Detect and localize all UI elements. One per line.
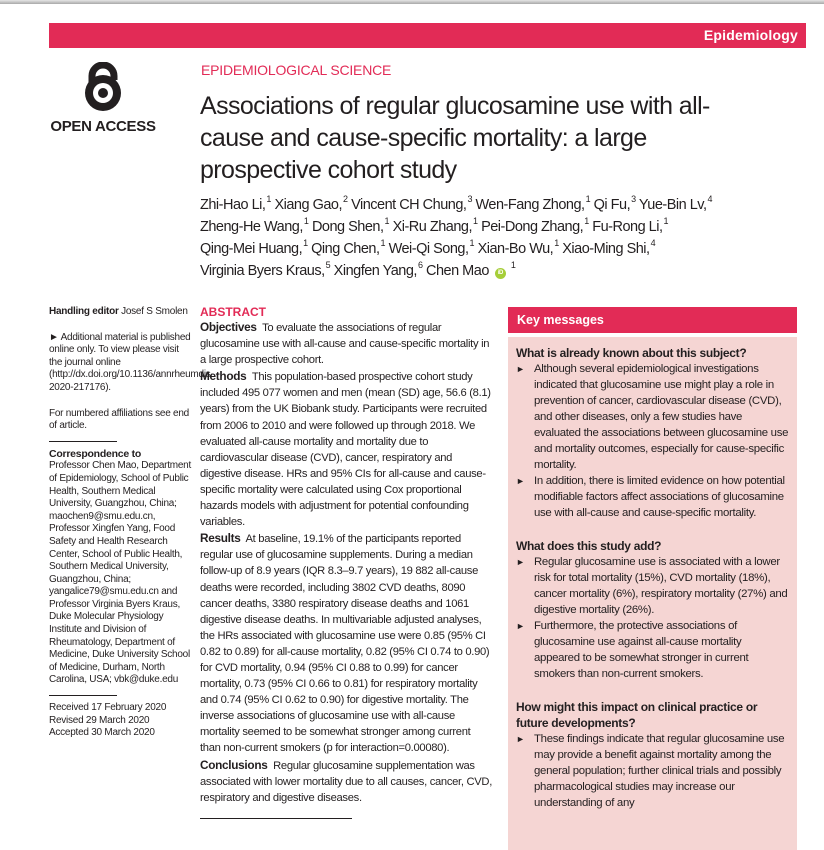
author-link[interactable]: Xingfen Yang,$^6$	[333, 260, 423, 279]
abstract-methods: Methods This population-based prospective cohort study included 495 077 women and men (mean (SD) age, 56.6 (8.1) years) from the UK Biobank study. Participants were recruited from 2006 to 2010 and were followed up through 2018. We evaluated all-cause mortality and mortality due to cardiovascular disease (CVD), cancer, respiratory and digestive disease. HRs and 95% CIs for all-cause and cause-specific mortality were calculated using Cox proportional hazards models with adjustment for potential confounding variables.	[200, 369, 491, 529]
author-line	[200, 260, 800, 282]
article-title	[200, 90, 770, 186]
bullet-arrow-icon: ►	[516, 734, 525, 744]
author-link[interactable]: Vincent CH Chung,$^3$	[351, 194, 472, 213]
correspondence-heading: Correspondence to	[49, 447, 142, 460]
author-list	[200, 194, 800, 282]
key-message-item: ► Although several epidemiological investigations indicated that glucosamine use might play a role in prevention of cancer, cardiovascular disease (CVD), and other diseases, only a few studies have evaluated the associations between glucosamine use and mortality outcomes, especially for cause-specific mortality.	[516, 363, 789, 471]
key-message-item: ► In addition, there is limited evidence on how potential modifiable factors affect associations of glucosamine use with all-cause and cause-specific mortality.	[516, 475, 785, 519]
open-access-lock-icon	[80, 62, 126, 112]
author-link[interactable]: Yue-Bin Lv,$^4$	[638, 194, 713, 213]
author-link[interactable]: Xiao-Ming Shi,$^4$	[562, 238, 656, 257]
correspondence-text: Professor Chen Mao, Department of Epidemiology, School of Public Health, Southern Medical University, Guangzhou, China; maochen9@smu.edu.cn, Professor Xingfen Yang, Food Safety and Health Research Center, School of Public Health, Southern Medical University, Guangzhou, China; yangalice79@smu.edu.cn and Professor Virginia Byers Kraus, Duke Molecular Physiology Institute and Division of Rheumatology, Department of Medicine, Duke University School of Medicine, Durham, North Carolina, USA; vbk@duke.edu	[49, 460, 192, 686]
revised-date: Revised 29 March 2020	[49, 714, 150, 726]
top-divider	[0, 0, 824, 4]
abstract	[200, 305, 492, 819]
key-message-item: ► Furthermore, the protective associations of glucosamine use against all-cause mortality appeared to be somewhat stronger in current smokers than non-current smokers.	[516, 620, 749, 680]
sidebar-divider	[49, 695, 117, 696]
author-link[interactable]: Chen Mao	[425, 263, 489, 279]
sidebar-divider	[49, 441, 117, 442]
additional-material-note[interactable]: ► Additional material is published online only. To view please visit the journal online (http://dx.doi.org/10.1136/annrheumdis-2020-217176).	[49, 331, 214, 393]
key-messages-section	[516, 538, 789, 682]
key-message-item: ► These findings indicate that regular glucosamine use may provide a benefit against mortality among the general population; further clinical trials and possibly pharmacological studies may increase our understanding of any	[516, 733, 785, 809]
orcid-icon[interactable]: iD	[495, 268, 506, 279]
key-messages-heading: Key messages	[508, 307, 797, 333]
key-messages-section	[516, 345, 789, 521]
author-affiliation: 1	[510, 260, 516, 270]
title-line: prospective cohort study	[200, 156, 457, 184]
title-line: Associations of regular glucosamine use with all-	[200, 92, 710, 120]
author-link[interactable]: Xi-Ru Zhang,$^1$	[392, 216, 478, 235]
author-link[interactable]: Qi Fu,$^3$	[593, 194, 636, 213]
handling-editor: Handling editor Josef S Smolen	[49, 306, 188, 317]
author-line	[200, 194, 800, 216]
abstract-conclusions: Conclusions Regular glucosamine supplementation was associated with lower mortality due to all causes, cancer, CVD, respiratory and digestive diseases.	[200, 757, 493, 804]
accepted-date: Accepted 30 March 2020	[49, 727, 155, 739]
received-date: Received 17 February 2020	[49, 702, 167, 714]
key-question: What does this study add?	[516, 539, 662, 553]
title-line: cause and cause-specific mortality: a large	[200, 124, 647, 152]
key-question: What is already known about this subject?	[516, 346, 747, 360]
author-link[interactable]: Pei-Dong Zhang,$^1$	[481, 216, 589, 235]
author-link[interactable]: Zheng-He Wang,$^1$	[200, 216, 309, 235]
author-link[interactable]: Virginia Byers Kraus,$^5$	[200, 260, 331, 279]
author-link[interactable]: Qing-Mei Huang,$^1$	[200, 238, 308, 257]
key-messages-body	[508, 337, 797, 850]
abstract-heading: ABSTRACT	[200, 305, 266, 319]
open-access-label: OPEN ACCESS	[50, 118, 156, 135]
author-link[interactable]: Xian-Bo Wu,$^1$	[477, 238, 559, 257]
bullet-arrow-icon: ►	[516, 364, 525, 374]
author-link[interactable]: Fu-Rong Li,$^1$	[592, 216, 669, 235]
bullet-arrow-icon: ►	[516, 557, 525, 567]
affiliations-note: For numbered affiliations see end of article.	[49, 407, 189, 432]
author-link[interactable]: Dong Shen,$^1$	[311, 216, 390, 235]
author-link[interactable]: Qing Chen,$^1$	[311, 238, 386, 257]
author-link[interactable]: Wei-Qi Song,$^1$	[388, 238, 475, 257]
key-message-item: ► Regular glucosamine use is associated with a lower risk for total mortality (15%), CVD mortality (18%), cancer mortality (6%), respiratory mortality (27%) and digestive mortality (26%).	[516, 556, 788, 616]
bullet-arrow-icon: ►	[516, 621, 525, 631]
article-sidebar	[49, 306, 214, 740]
author-link[interactable]: Wen-Fang Zhong,$^1$	[475, 194, 591, 213]
author-line	[200, 216, 800, 238]
key-messages-box	[508, 307, 797, 850]
abstract-results: Results At baseline, 19.1% of the participants reported regular use of glucosamine supplements. During a median follow-up of 8.9 years (IQR 8.3–9.7 years), 19 882 all-cause deaths were recorded, including 3802 CVD deaths, 8090 cancer deaths, 3380 respiratory disease deaths and 1061 digestive disease deaths. In multivariable adjusted analyses, the HRs associated with glucosamine use were 0.85 (95% CI 0.82 to 0.89) for all-cause mortality, 0.82 (95% CI 0.74 to 0.90) for CVD mortality, 0.94 (95% CI 0.88 to 0.99) for cancer mortality, 0.73 (95% CI 0.66 to 0.81) for respiratory mortality and 0.74 (95% CI 0.62 to 0.90) for digestive mortality. The inverse associations of glucosamine use with all-cause mortality seemed to be somewhat stronger among current than non-current smokers (p for interaction=0.00080).	[200, 531, 490, 755]
journal-section-banner	[49, 23, 806, 48]
key-question: How might this impact on clinical practice or future developments?	[516, 700, 758, 730]
key-messages-section	[516, 699, 789, 811]
abstract-objectives: Objectives To evaluate the associations of regular glucosamine use with all-cause and cause-specific mortality in a large prospective cohort.	[200, 320, 490, 367]
banner-label: Epidemiology	[703, 27, 798, 43]
article-section-label: EPIDEMIOLOGICAL SCIENCE	[201, 62, 392, 78]
author-link[interactable]: Xiang Gao,$^2$	[274, 194, 348, 213]
abstract-divider	[200, 818, 352, 819]
author-link[interactable]: Zhi-Hao Li,$^1$	[200, 194, 271, 213]
bullet-arrow-icon: ►	[516, 476, 525, 486]
author-line	[200, 238, 800, 260]
